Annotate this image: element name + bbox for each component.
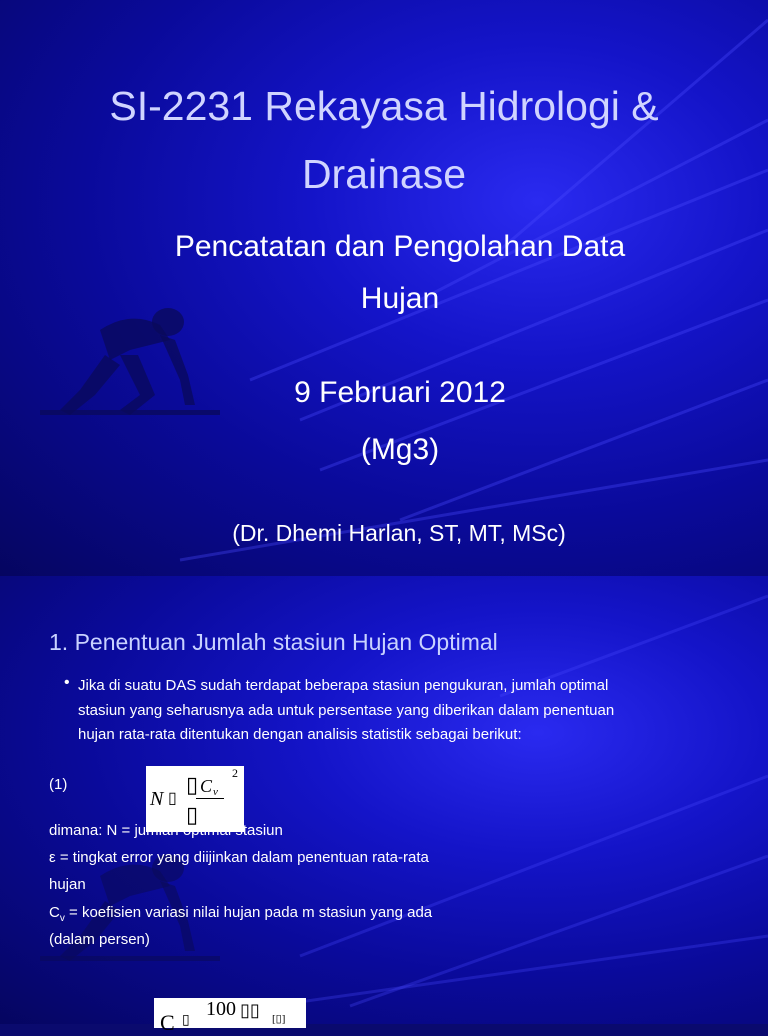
bullet-text-line-1: Jika di suatu DAS sudah terdapat beberapa stasiun pengukuran, jumlah optimal [78, 677, 609, 694]
bullet-text-line-3: hujan rata-rata ditentukan dengan analisis statistik sebagai berikut: [78, 726, 522, 743]
title-line-2: Drainase [301, 151, 467, 197]
formula-c: C [200, 776, 213, 796]
formula-symbol: ▯ [186, 772, 199, 797]
formula2-tail: [▯] [272, 1013, 286, 1025]
title-line-1: SI-2231 Rekayasa Hidrologi & [109, 83, 659, 129]
bullet-icon: • [64, 674, 70, 691]
definition-n: dimana: N = jumlah optimal stasiun [49, 822, 283, 839]
subtitle-line-1: Pencatatan dan Pengolahan Data [174, 230, 626, 263]
cv-c: C [49, 904, 60, 921]
cv-rest: = koefisien variasi nilai hujan pada m stasiun yang ada [64, 904, 433, 921]
definition-epsilon-cont: hujan [49, 876, 86, 893]
formula-exponent: 2 [232, 766, 238, 780]
formula-n: N [150, 788, 164, 810]
equation-number: (1) [49, 776, 68, 793]
formula-symbol: ▯ [168, 790, 177, 807]
meeting-text: (Mg3) [360, 433, 440, 466]
date-text: 9 Februari 2012 [294, 376, 506, 409]
definition-epsilon: ε = tingkat error yang diijinkan dalam penentuan rata-rata [49, 849, 429, 866]
sprinter-silhouette-icon [20, 300, 220, 440]
formula2-symbols: ▯▯ [240, 1000, 260, 1020]
formula-v: v [213, 786, 218, 798]
formula2-numerator: 100 [206, 998, 236, 1020]
formula2-c: C [160, 1010, 175, 1035]
definition-cv-cont: (dalam persen) [49, 931, 150, 948]
formula2-symbol: ▯ [182, 1013, 190, 1028]
lecturer-text: (Dr. Dhemi Harlan, ST, MT, MSc) [232, 520, 566, 546]
section-heading: 1. Penentuan Jumlah stasiun Hujan Optimal [49, 629, 498, 655]
cv-sub: v [59, 913, 65, 924]
subtitle-line-2: Hujan [360, 282, 440, 315]
definition-cv [49, 904, 432, 924]
formula-symbol: ▯ [186, 802, 199, 827]
bullet-text-line-2: stasiun yang seharusnya ada untuk persentase yang diberikan dalam penentuan [78, 702, 615, 719]
